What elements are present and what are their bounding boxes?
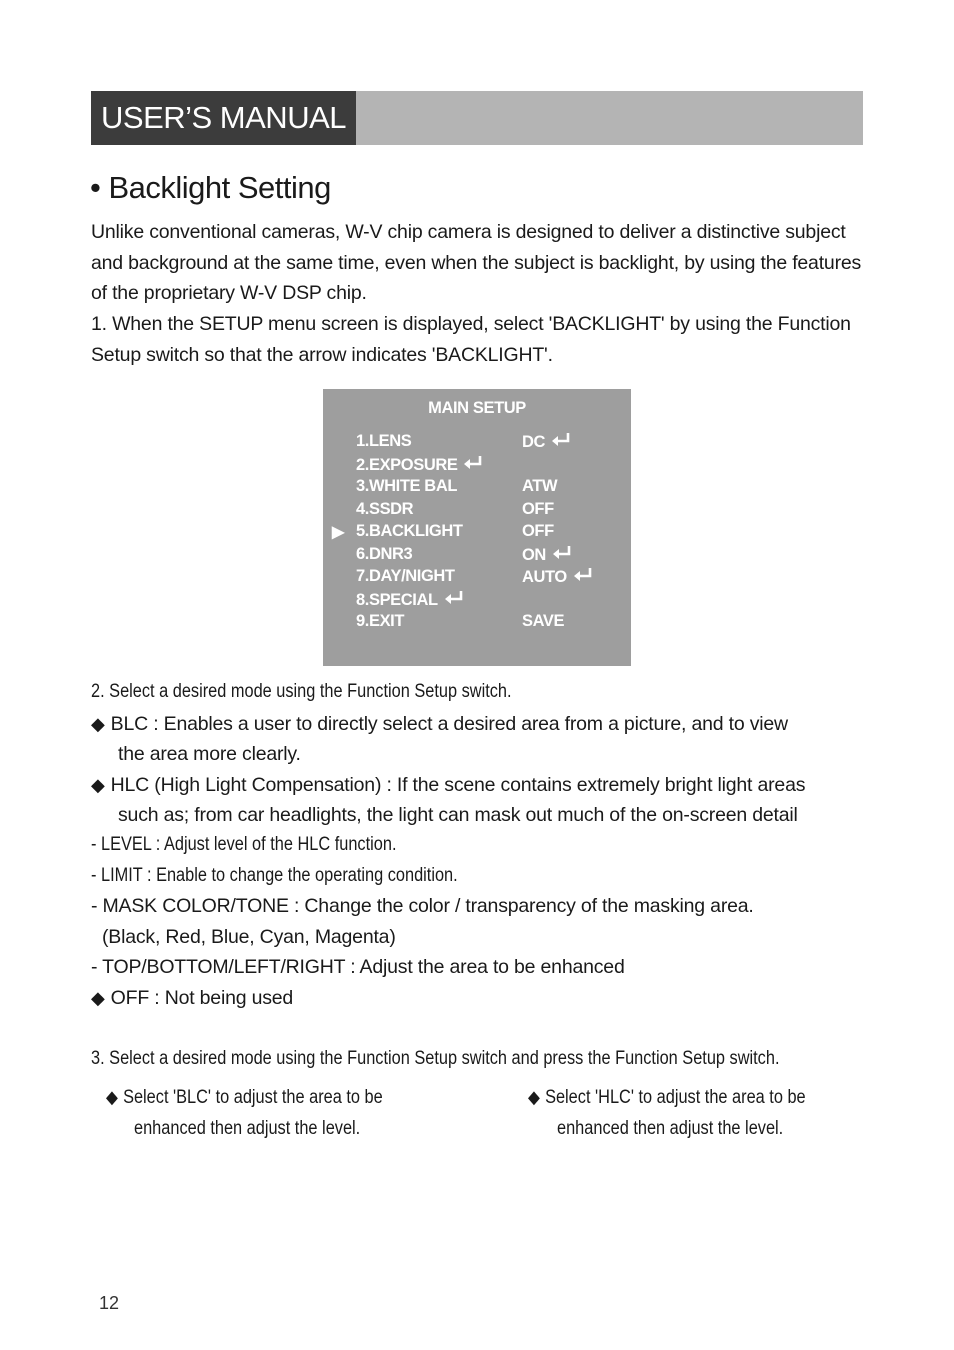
off-text: OFF : Not being used <box>110 987 294 1009</box>
blc-note-line-2: enhanced then adjust the level. <box>134 1118 361 1139</box>
blc-line-1: BLC : Enables a user to directly select a desired area from a picture, and to view <box>110 713 788 735</box>
header-bar <box>91 91 863 145</box>
step-3-text: 3. Select a desired mode using the Function Setup switch and press the Function Setup switch. <box>91 1048 780 1069</box>
osd-item-value: OFF <box>522 499 554 518</box>
osd-menu-item <box>323 590 631 612</box>
manual-title: USER’S MANUAL <box>91 91 356 145</box>
osd-menu-item <box>323 612 631 634</box>
step-2-text: 2. Select a desired mode using the Function Setup switch. <box>91 681 512 702</box>
osd-item-name: 1.LENS <box>356 432 412 450</box>
hlc-level-option: - LEVEL : Adjust level of the HLC function. <box>91 834 397 855</box>
osd-item-value: ATW <box>522 477 558 495</box>
blc-description <box>91 713 788 736</box>
hlc-area-option: - TOP/BOTTOM/LEFT/RIGHT : Adjust the area to be enhanced <box>91 956 625 978</box>
osd-menu-item <box>323 545 631 567</box>
osd-item-name: 5.BACKLIGHT <box>356 522 463 540</box>
enter-icon <box>573 567 593 583</box>
section-title: • Backlight Setting <box>90 170 331 205</box>
hlc-line-1: HLC (High Light Compensation) : If the scene contains extremely bright light areas <box>110 774 806 796</box>
enter-icon <box>552 545 572 561</box>
hlc-mask-colors: (Black, Red, Blue, Cyan, Magenta) <box>102 926 396 948</box>
diamond-bullet-icon: ◆ <box>528 1087 540 1107</box>
osd-menu-item <box>323 567 631 589</box>
osd-item-value: ON <box>522 545 572 565</box>
osd-menu-title: MAIN SETUP <box>428 399 526 417</box>
osd-item-name: 8.SPECIAL <box>356 590 464 610</box>
osd-item-name: 6.DNR3 <box>356 544 413 563</box>
osd-menu-item <box>323 455 631 477</box>
hlc-mask-option: - MASK COLOR/TONE : Change the color / transparency of the masking area. <box>91 895 754 917</box>
osd-menu-item <box>323 500 631 522</box>
hlc-limit-option: - LIMIT : Enable to change the operating condition. <box>91 865 458 886</box>
intro-paragraph: Unlike conventional cameras, W-V chip camera is designed to deliver a distinctive subject and background at the same time, even when the subject is backlight, by using the features of the proprietary W-V DSP chip. <box>91 221 862 304</box>
page-number: 12 <box>99 1293 120 1313</box>
hlc-line-2: such as; from car headlights, the light can mask out much of the on-screen detail <box>118 804 798 826</box>
osd-menu-item <box>323 432 631 454</box>
osd-item-name: 4.SSDR <box>356 499 414 518</box>
osd-menu-item <box>323 477 631 499</box>
off-description <box>91 987 293 1010</box>
hlc-note-line-2: enhanced then adjust the level. <box>557 1118 784 1139</box>
osd-item-value: OFF <box>522 522 554 540</box>
osd-item-value: DC <box>522 432 571 452</box>
osd-item-name: 2.EXPOSURE <box>356 455 483 475</box>
osd-cursor-arrow-icon: ▶ <box>332 524 344 541</box>
osd-item-name: 7.DAY/NIGHT <box>356 567 455 585</box>
hlc-description <box>91 774 805 797</box>
enter-icon <box>551 432 571 448</box>
enter-icon <box>444 590 464 606</box>
blc-note-line-1: ◆ Select 'BLC' to adjust the area to be <box>106 1087 383 1108</box>
blc-line-2: the area more clearly. <box>118 743 301 765</box>
osd-item-name: 9.EXIT <box>356 612 405 630</box>
osd-item-value: SAVE <box>522 612 565 630</box>
diamond-bullet-icon: ◆ <box>106 1087 118 1107</box>
osd-main-setup-menu <box>323 389 631 666</box>
osd-item-value: AUTO <box>522 567 593 587</box>
diamond-bullet-icon: ◆ <box>91 775 105 795</box>
osd-item-name: 3.WHITE BAL <box>356 477 458 495</box>
step-1-text: 1. When the SETUP menu screen is displayed, select 'BACKLIGHT' by using the Function Setup switch so that the arrow indicates 'BACKLIGHT'. <box>91 313 851 366</box>
diamond-bullet-icon: ◆ <box>91 714 105 734</box>
hlc-note-line-1: ◆ Select 'HLC' to adjust the area to be <box>528 1087 806 1108</box>
osd-menu-item <box>323 522 631 544</box>
diamond-bullet-icon: ◆ <box>91 988 105 1008</box>
enter-icon <box>463 455 483 471</box>
